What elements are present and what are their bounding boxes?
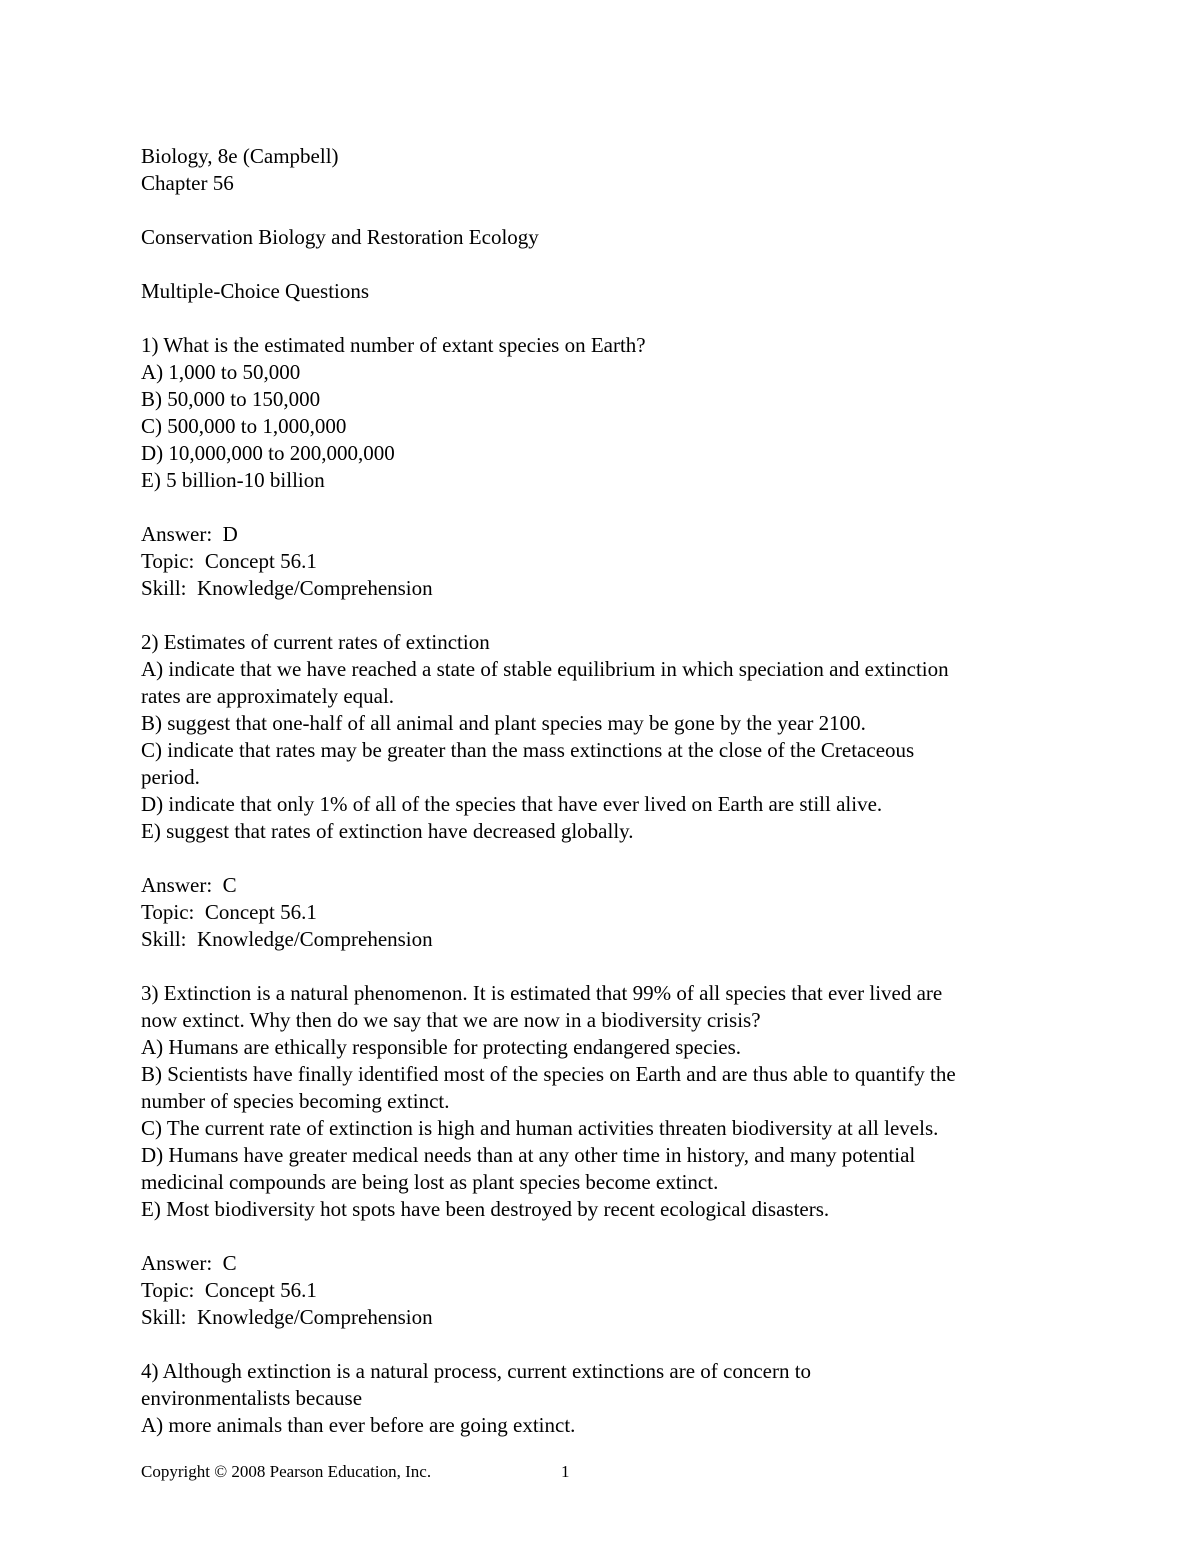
topic-label: Topic: Concept 56.1 — [141, 549, 317, 573]
question-block — [141, 1358, 1071, 1439]
answer-option: B) Scientists have finally identified most of the species on Earth and are thus able to quantify the — [141, 1062, 956, 1086]
answer-option: A) indicate that we have reached a state of stable equilibrium in which speciation and extinction — [141, 657, 949, 681]
section-heading: Multiple-Choice Questions — [141, 279, 370, 303]
question-stem: now extinct. Why then do we say that we are now in a biodiversity crisis? — [141, 1008, 761, 1032]
question-stem: 1) What is the estimated number of extant species on Earth? — [141, 333, 646, 357]
answer-option: C) The current rate of extinction is high and human activities threaten biodiversity at all levels. — [141, 1116, 939, 1140]
answer-option: D) Humans have greater medical needs than at any other time in history, and many potential — [141, 1143, 916, 1167]
answer-key: Answer: C — [141, 1251, 237, 1275]
answer-option: E) Most biodiversity hot spots have been destroyed by recent ecological disasters. — [141, 1197, 830, 1221]
skill-label: Skill: Knowledge/Comprehension — [141, 576, 433, 600]
question-block — [141, 980, 1071, 1358]
answer-option: E) suggest that rates of extinction have decreased globally. — [141, 819, 634, 843]
book-title: Biology, 8e (Campbell) — [141, 144, 339, 168]
page-number: 1 — [561, 1462, 570, 1481]
answer-key: Answer: D — [141, 522, 238, 546]
answer-option: C) 500,000 to 1,000,000 — [141, 414, 347, 438]
answer-option: E) 5 billion-10 billion — [141, 468, 325, 492]
answer-option: A) 1,000 to 50,000 — [141, 360, 301, 384]
answer-option: D) 10,000,000 to 200,000,000 — [141, 441, 395, 465]
question-list — [141, 332, 1071, 1439]
answer-key: Answer: C — [141, 873, 237, 897]
answer-option: B) 50,000 to 150,000 — [141, 387, 321, 411]
question-stem: environmentalists because — [141, 1386, 363, 1410]
answer-option: period. — [141, 765, 200, 789]
question-block — [141, 332, 1071, 629]
answer-option: C) indicate that rates may be greater than the mass extinctions at the close of the Cretaceous — [141, 738, 915, 762]
chapter-title: Conservation Biology and Restoration Ecology — [141, 225, 539, 249]
topic-label: Topic: Concept 56.1 — [141, 1278, 317, 1302]
question-stem: 4) Although extinction is a natural process, current extinctions are of concern to — [141, 1359, 812, 1383]
answer-option: A) Humans are ethically responsible for protecting endangered species. — [141, 1035, 742, 1059]
question-block — [141, 629, 1071, 980]
answer-option: rates are approximately equal. — [141, 684, 395, 708]
answer-option: medicinal compounds are being lost as plant species become extinct. — [141, 1170, 719, 1194]
answer-option: D) indicate that only 1% of all of the species that have ever lived on Earth are still alive. — [141, 792, 883, 816]
topic-label: Topic: Concept 56.1 — [141, 900, 317, 924]
question-stem: 2) Estimates of current rates of extinction — [141, 630, 490, 654]
document-page — [141, 143, 1071, 1439]
question-stem: 3) Extinction is a natural phenomenon. It is estimated that 99% of all species that ever lived are — [141, 981, 943, 1005]
skill-label: Skill: Knowledge/Comprehension — [141, 1305, 433, 1329]
skill-label: Skill: Knowledge/Comprehension — [141, 927, 433, 951]
chapter-number: Chapter 56 — [141, 171, 234, 195]
answer-option: B) suggest that one-half of all animal and plant species may be gone by the year 2100. — [141, 711, 866, 735]
answer-option: number of species becoming extinct. — [141, 1089, 450, 1113]
answer-option: A) more animals than ever before are going extinct. — [141, 1413, 576, 1437]
copyright-footer: Copyright © 2008 Pearson Education, Inc. — [141, 1462, 432, 1481]
